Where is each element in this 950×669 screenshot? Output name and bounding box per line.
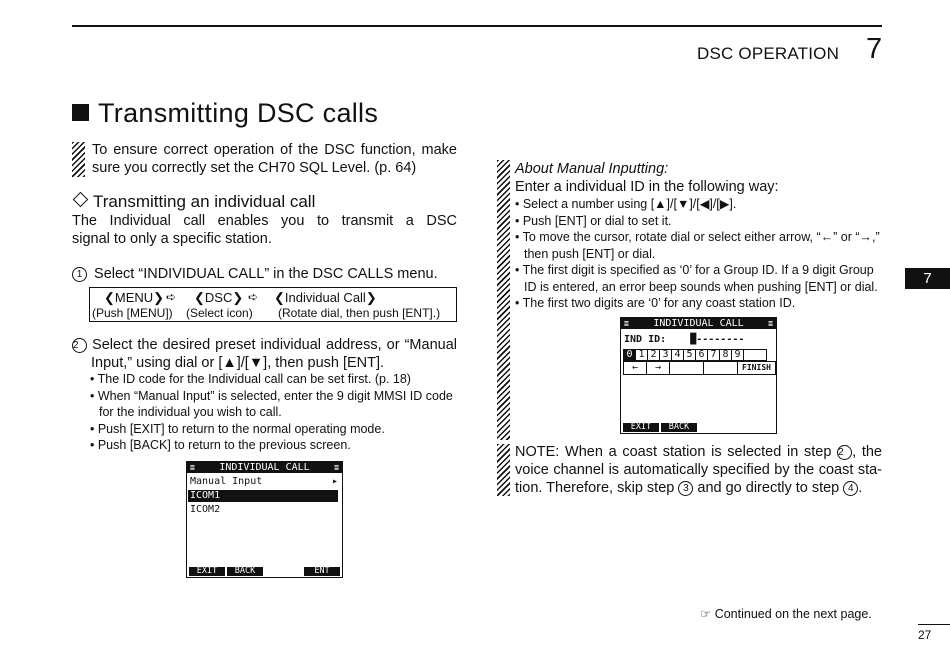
step-ref: 2	[837, 445, 852, 460]
digit-key: 4	[671, 349, 684, 361]
keypad-row-2	[624, 361, 776, 373]
step-ref: 3	[678, 481, 693, 496]
intro-note	[92, 141, 457, 177]
subsection-title: Transmitting an individual call	[93, 192, 316, 211]
note-hatch	[497, 444, 510, 496]
intro-line-2: sure you correctly set the CH70 SQL Level. (p. 64)	[92, 160, 417, 176]
step-2	[72, 336, 457, 372]
step-ref: 4	[843, 481, 858, 496]
row-arrow-icon: ▸	[331, 476, 338, 487]
step-text: Select “INDIVIDUAL CALL” in the DSC CALLS menu.	[94, 266, 438, 282]
softkey-ent: ENT	[304, 567, 340, 576]
blank-key	[669, 361, 704, 375]
step-2-bullets	[90, 371, 460, 454]
bullet: • To move the cursor, rotate dial or select either arrow, “←” or “→,” then push [ENT] or dial.	[515, 230, 880, 261]
note-line-3	[515, 479, 882, 497]
menu-icon: ≣	[768, 319, 773, 328]
page-number: 27	[918, 628, 932, 642]
note-hatch	[72, 142, 85, 177]
flow-item-menu: ❮MENU❯	[104, 290, 165, 305]
id-cursor: █	[690, 334, 697, 345]
section-heading	[72, 98, 378, 129]
flow-item-individual-call: ❮Individual Call❯	[274, 290, 377, 305]
desc-line-1: The Individual call enables you to transmit a DSC	[72, 213, 457, 229]
intro-line-1: To ensure correct operation of the DSC function, make	[92, 142, 457, 158]
chapter-side-tab: 7	[905, 268, 950, 289]
step-2-line-1	[72, 336, 457, 354]
bullet: • The first two digits are ‘0’ for any coast station ID.	[515, 296, 796, 310]
lcd-row-icom2: ICOM2	[190, 504, 221, 515]
square-bullet-icon	[72, 104, 89, 121]
digit-keypad	[624, 349, 767, 361]
menu-icon: ≣	[334, 463, 339, 472]
page-number-rule	[918, 624, 950, 625]
id-label: IND ID:	[624, 334, 667, 345]
right-arrow-key: →	[646, 361, 670, 375]
lcd-row-icom1: ICOM1	[188, 490, 338, 502]
note-text: .	[858, 480, 863, 496]
step-text: Select the desired preset individual address, or “Manual	[92, 337, 457, 353]
digit-key: 3	[659, 349, 672, 361]
manual-input-info	[515, 160, 885, 312]
flow-sub-dsc: (Select icon)	[186, 306, 253, 320]
digit-key: 8	[719, 349, 732, 361]
softkey-exit: EXIT	[623, 423, 659, 432]
lcd-individual-call-list	[186, 461, 343, 578]
digit-key: 1	[635, 349, 648, 361]
manual-input-title: About Manual Inputting:	[515, 161, 669, 177]
lcd-row-manual-input	[188, 476, 338, 488]
flow-item-dsc: ❮DSC❯	[194, 290, 244, 305]
bullet: • When “Manual Input” is selected, enter the 9 digit MMSI ID code for the individual you wish to call.	[90, 388, 453, 419]
lcd-title: INDIVIDUAL CALL	[219, 462, 310, 473]
blank-key	[703, 361, 738, 375]
digit-key: 7	[707, 349, 720, 361]
lcd-title-bar	[621, 318, 776, 329]
digit-key: 5	[683, 349, 696, 361]
bullet: • The ID code for the Individual call can be set first. (p. 18)	[90, 372, 411, 386]
subsection-heading	[72, 192, 315, 212]
softkey-exit: EXIT	[189, 567, 225, 576]
top-rule	[72, 25, 882, 27]
section-title: Transmitting DSC calls	[98, 98, 379, 128]
chapter-number: 7	[866, 33, 883, 65]
bullet: • The first digit is specified as ‘0’ for a Group ID. If a 9 digit Group ID is entered, an error beep sounds when pushing [ENT] or dial.	[515, 263, 878, 294]
note-text: and go directly to step	[693, 480, 844, 496]
subsection-desc	[72, 212, 457, 248]
desc-line-2: signal to only a specific station.	[72, 231, 272, 247]
note-line-1	[515, 443, 882, 461]
continued-text: Continued on the next page.	[714, 607, 872, 621]
finish-key: FINISH	[737, 361, 776, 375]
flow-arrow-icon: ➪	[248, 290, 259, 304]
note-text: , the	[852, 444, 882, 460]
bullet: • Select a number using [▲]/[▼]/[◀]/[▶].	[515, 197, 737, 211]
menu-icon: ≣	[190, 463, 195, 472]
note-line-2: voice channel is automatically specified by the coast sta-	[515, 462, 882, 478]
digit-key: 6	[695, 349, 708, 361]
diamond-icon	[73, 192, 89, 208]
flow-sub-individual-call: (Rotate dial, then push [ENT].)	[278, 306, 441, 320]
digit-key: 2	[647, 349, 660, 361]
flow-sub-menu: (Push [MENU])	[92, 306, 173, 320]
note-text: NOTE: When a coast station is selected in step	[515, 444, 838, 460]
info-hatch	[497, 160, 510, 440]
step-1	[72, 265, 438, 283]
flow-arrow-icon: ➪	[166, 290, 177, 304]
lcd-manual-id-entry	[620, 317, 777, 434]
bullet: • Push [EXIT] to return to the normal operating mode.	[90, 421, 385, 436]
menu-icon: ≣	[624, 319, 629, 328]
step-number: 2	[72, 338, 87, 353]
lcd-row-label: Manual Input	[190, 476, 263, 487]
id-value: --------	[696, 334, 745, 345]
pointing-hand-icon: ☞	[700, 607, 712, 621]
lcd-id-row	[622, 334, 772, 346]
continued-notice	[700, 606, 872, 621]
chapter-title: DSC OPERATION	[697, 44, 840, 63]
lcd-title: INDIVIDUAL CALL	[653, 318, 744, 329]
bullet: • Push [ENT] or dial to set it.	[515, 213, 672, 228]
digit-key: 9	[731, 349, 744, 361]
left-arrow-key: ←	[623, 361, 647, 375]
lcd-title-bar	[187, 462, 342, 473]
step-2-line-2: Input,” using dial or [▲]/[▼], then push [ENT].	[91, 355, 385, 371]
blank-key	[743, 349, 767, 361]
bullet: • Push [BACK] to return to the previous screen.	[90, 438, 351, 452]
softkey-back: BACK	[227, 567, 263, 576]
step-number: 1	[72, 267, 87, 282]
operation-flow-box	[89, 287, 457, 322]
digit-key: 0	[623, 349, 636, 361]
coast-station-note	[515, 443, 882, 497]
softkey-back: BACK	[661, 423, 697, 432]
note-text: tion. Therefore, skip step	[515, 480, 679, 496]
manual-input-intro: Enter a individual ID in the following way:	[515, 179, 779, 195]
